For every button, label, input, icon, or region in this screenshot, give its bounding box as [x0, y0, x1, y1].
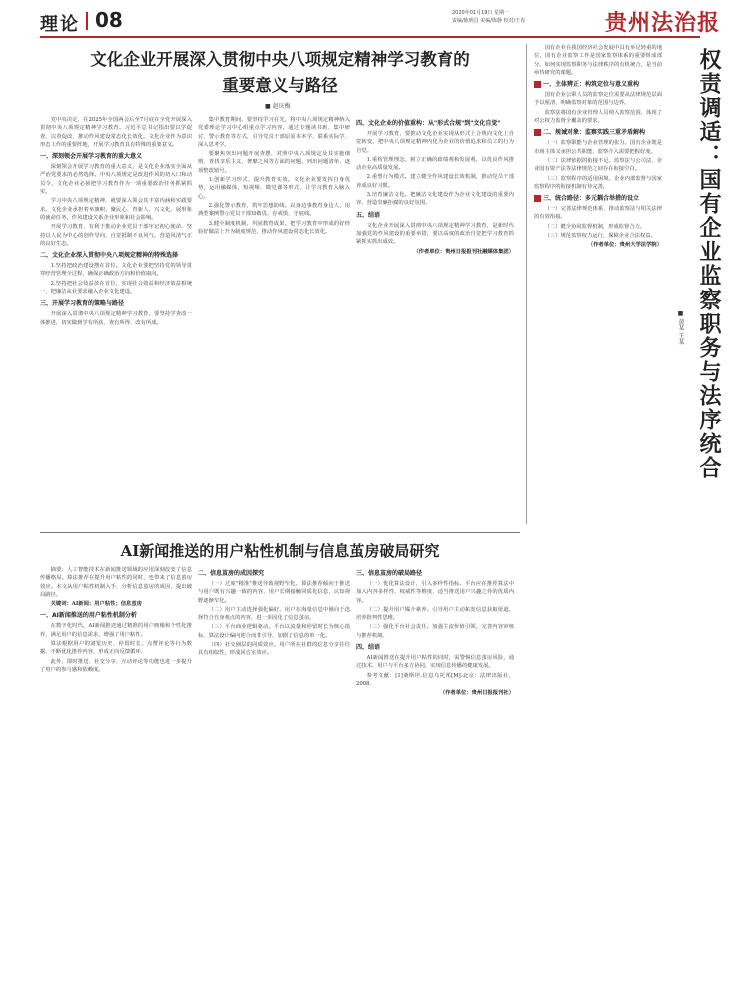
article3-column	[534, 44, 662, 974]
paragraph: 国有企业在我国经济社会发展中具有举足轻重的地位，国有企业监察工作是国家监察体系的重要组成部分。如何实现监察职务与法律秩序的有机统合，是当前亟待研究的课题。	[534, 45, 662, 76]
masthead-meta	[452, 9, 592, 25]
article1-column-2	[198, 116, 350, 526]
paragraph: （三）强化平台社会责任。加强主流价值引领，完善内容审核与推荐机制。	[356, 624, 514, 639]
article1-column-1	[40, 116, 192, 526]
section-heading: 四、结语	[356, 644, 381, 652]
paragraph: 在数字化时代，AI新闻推送通过精准的用户画像和个性化推荐，满足用户的信息需求，增强了用户粘性。	[40, 623, 192, 638]
author-affiliation: （作者单位：贵州日报报刊社融媒体集团）	[413, 248, 514, 255]
paragraph: 开展深入贯彻中央八项规定精神学习教育，要坚持学查改一体推进，切实做到学有所获、查有所得、改有所成。	[40, 311, 192, 326]
keywords: 关键词：AI新闻；用户粘性；信息茧房	[50, 601, 142, 608]
paragraph: 2.强化警示教育，筑牢思想防线。以身边事教育身边人，用典型案例警示党员干部知敬畏、存戒惧、守底线。	[198, 202, 350, 218]
article2-column-1	[40, 566, 192, 958]
paragraph: （二）法律依据的衔接不足。监察法与公司法、企业国有资产法等法律规范之间存在衔接空白。	[534, 157, 662, 173]
paragraph: 学习中央八项规定精神，就要深入领会其丰富内涵和实践要求。文化企业承担着举旗帜、聚民心、育新人、兴文化、展形象的使命任务，作风建设关系企业形象和社会影响。	[40, 198, 192, 221]
paragraph: 2.重塑行为模式。建立健全作风建设长效机制，推动党员干部养成良好习惯。	[356, 174, 514, 189]
article1-title-line2: 重要意义与路径	[222, 76, 338, 95]
paragraph: 深刻领会开展学习教育的重大意义，是文化企业落实全面从严治党要求的必然选择。中央八项规定是改进作风的切入口和动员令，文化企业必须把学习教育作为一项重要政治任务抓紧抓实。	[40, 164, 192, 196]
paragraph: （三）平台商业逻辑驱动。平台以流量和停留时长为核心指标，算法设计偏向迎合而非引导，加剧了信息的单一化。	[198, 624, 350, 639]
paragraph: （三）监察程序的适用困境。企业内部监督与国家监察程序的衔接机制有待完善。	[534, 175, 662, 190]
paragraph: （一）完善法律规范体系，推动监察法与相关法律的有效衔接。	[534, 206, 662, 221]
section-heading: 二、文化企业深入贯彻中央八项规定精神的特殊选择	[40, 252, 179, 260]
paragraph: （二）健全协同监督机制，形成监督合力。	[544, 223, 646, 230]
section-heading: 一、主体辨正：构筑定位与意义重构	[534, 80, 662, 89]
article1-column-3	[356, 116, 514, 526]
paragraph: 党中央决定，在2025年全国两会后至7月底在全党开展深入贯彻中央八项规定精神学习教育。习近平总书记指出要以学促查、以查促改，推动作风建设常态化长效化。文化企业作为意识形态工作的重要阵地，开展学习教育具有特殊的重要意义。	[40, 117, 192, 148]
paragraph: 1.创新学习形式，提升教育实效。文化企业要发挥自身优势，运用融媒体、短视频、微党课等形式，让学习教育入脑入心。	[198, 177, 350, 200]
section-heading: 二、规诫对象：监察实践三重矛盾解构	[534, 128, 662, 137]
heading-square-icon	[534, 129, 541, 136]
paragraph: 要聚焦突出问题开展查摆，对照中央八项规定及其实施细则，查找享乐主义、奢靡之风等方面的问题，列出问题清单，逐项整改销号。	[198, 151, 350, 174]
column-divider	[526, 44, 527, 524]
paragraph: （一）优化算法设计，引入多样性指标。平台应在推荐算法中加入内容多样性、权威性等维度，适当推送用户兴趣之外的优质内容。	[356, 581, 514, 604]
article-divider	[40, 532, 520, 533]
paragraph: 此外，即时推送、社交分享、互动评论等功能也进一步提升了用户的参与感和依赖度。	[40, 658, 192, 673]
paragraph: 2.坚持把社会效益放在首位，实现社会效益和经济效益相统一，把廉洁从业要求融入企业文化建设。	[40, 280, 192, 296]
article3-title: 权责调适：国有企业监察职务与法序统合	[696, 48, 722, 480]
masthead-rule	[40, 36, 700, 38]
heading-square-icon	[534, 195, 541, 202]
paragraph: 算法根据用户的浏览历史、停留时长、点赞评论等行为数据，不断优化推荐内容，形成正向反馈循环。	[40, 641, 192, 656]
paragraph: AI新闻推送在提升用户粘性的同时，需警惕信息茧房风险，通过技术、用户与平台多方协同，实现信息传播的健康发展。	[356, 655, 514, 670]
references: 参考文献：[1]桑斯坦.信息乌托邦[M].北京：法律出版社，2008.	[356, 672, 514, 687]
article2-title: AI新闻推送的用户粘性机制与信息茧房破局研究	[120, 542, 440, 560]
section-name: 理论	[40, 14, 80, 35]
author-affiliation: （作者单位：贵州大学法学院）	[587, 242, 662, 249]
paragraph: （四）社交圈层的同质效应。用户所在社群的信息分享往往具有相似性，形成回音室效应。	[198, 642, 350, 657]
paragraph: 开展学习教育，有利于推动企业党员干部牢记初心使命，坚持以人民为中心的创作导向，自觉抵制不良风气，营造风清气正的良好生态。	[40, 224, 192, 247]
abstract: 摘要：人工智能技术在新闻推送领域的应用深刻改变了信息传播格局。算法推荐在提升用户粘性的同时，也带来了信息茧房效应。本文从用户粘性机制入手，分析信息茧房的成因，提出破局路径。	[40, 567, 192, 598]
paragraph: （一）过度"精准"推送导致视野窄化。算法推荐倾向于推送与用户既有兴趣一致的内容，用户长期接触同质化信息，认知视野逐渐窄化。	[198, 581, 350, 604]
paragraph: 3.培育廉洁文化。把廉洁文化建设作为企业文化建设的重要内容，营造崇廉拒腐的良好氛围。	[356, 192, 514, 207]
article1-author: ■ 赵庆梅	[265, 103, 291, 110]
section-heading: 五、结语	[356, 211, 381, 219]
article1-title-line1: 文化企业开展深入贯彻中央八项规定精神学习教育的	[90, 50, 470, 69]
masthead-separator	[86, 12, 88, 30]
section-heading: 一、AI新闻推送的用户粘性机制分析	[40, 612, 137, 620]
article3-author: ■ 黄某 王某	[677, 310, 684, 345]
section-heading: 三、开展学习教育的策略与路径	[40, 300, 125, 308]
paragraph: （三）规范监察权力运行，保障企业合法权益。	[544, 233, 656, 240]
heading-square-icon	[534, 81, 541, 88]
article2-column-2	[198, 566, 350, 958]
paragraph: 文化企业开展深入贯彻中央八项规定精神学习教育，是新时代加强党的作风建设的重要举措，要以高度的政治自觉把学习教育抓紧抓实抓出成效。	[356, 222, 514, 246]
author-affiliation: （作者单位：贵州日报报刊社）	[439, 690, 514, 697]
page-number: 08	[95, 8, 123, 32]
paragraph: 国有企业公职人员的监察定位需要从法律规范层面予以厘清，明确监察对象的范围与边界。	[534, 92, 662, 107]
paragraph: 1.重构管理理念。树立正确的政绩观和发展观，以优良作风推动企业高质量发展。	[356, 156, 514, 172]
paragraph: 3.健全制度机制，巩固教育成果。把学习教育中形成的好经验好做法上升为制度规范，推动作风建设常态化长效化。	[198, 220, 350, 235]
paragraph: 监察法将国有企业管理人员纳入监察范围，体现了对公权力监督全覆盖的要求。	[534, 109, 662, 125]
paragraph: （一）监察职能与企业管理的张力。国有企业既是市场主体又承担公共职能，监察介入需要把握好度。	[534, 140, 662, 155]
section-heading: 一、深刻领会开展学习教育的重大意义	[40, 153, 143, 161]
masthead	[0, 0, 735, 42]
section-heading: 三、统合路径：多元耦合举措的设立	[534, 194, 662, 203]
article2-column-3	[356, 566, 514, 958]
masthead-editors: 责编/陈明昌 美编/陈静 校对/王春	[452, 18, 526, 24]
section-heading: 二、信息茧房的成因探究	[198, 570, 265, 577]
paragraph: 开展学习教育，要推动文化企业实现从形式上合规向文化上自觉转变，把中央八项规定精神内化为企业的价值追求和员工的行为自觉。	[356, 131, 514, 154]
section-heading: 三、信息茧房的破局路径	[356, 570, 423, 577]
newspaper-logo: 贵州法治报	[605, 10, 721, 36]
paragraph: 集中教育期间，要坚持学习在先，将中央八项规定精神纳入党委理论学习中心组重点学习内容。通过专题读书班、集中研讨、警示教育等方式，引导党员干部原原本本学、联系实际学、深入思考学。	[198, 117, 350, 148]
section-heading: 四、文化企业的价值重构：从"形式合规"到"文化自觉"	[356, 120, 501, 127]
paragraph: （二）提升用户媒介素养。引导用户主动拓宽信息获取渠道，培养批判性思维。	[356, 606, 514, 622]
paragraph: （二）用户主动选择强化偏好。用户在海量信息中倾向于选择符合自身观点的内容，进一步固化了信息茧房。	[198, 606, 350, 622]
masthead-date: 2020年01月19日 星期一	[452, 10, 510, 16]
paragraph: 1.坚持把政治建设摆在首位。文化企业要把坚持党的领导贯穿经营管理全过程，确保正确政治方向和价值取向。	[40, 263, 192, 278]
